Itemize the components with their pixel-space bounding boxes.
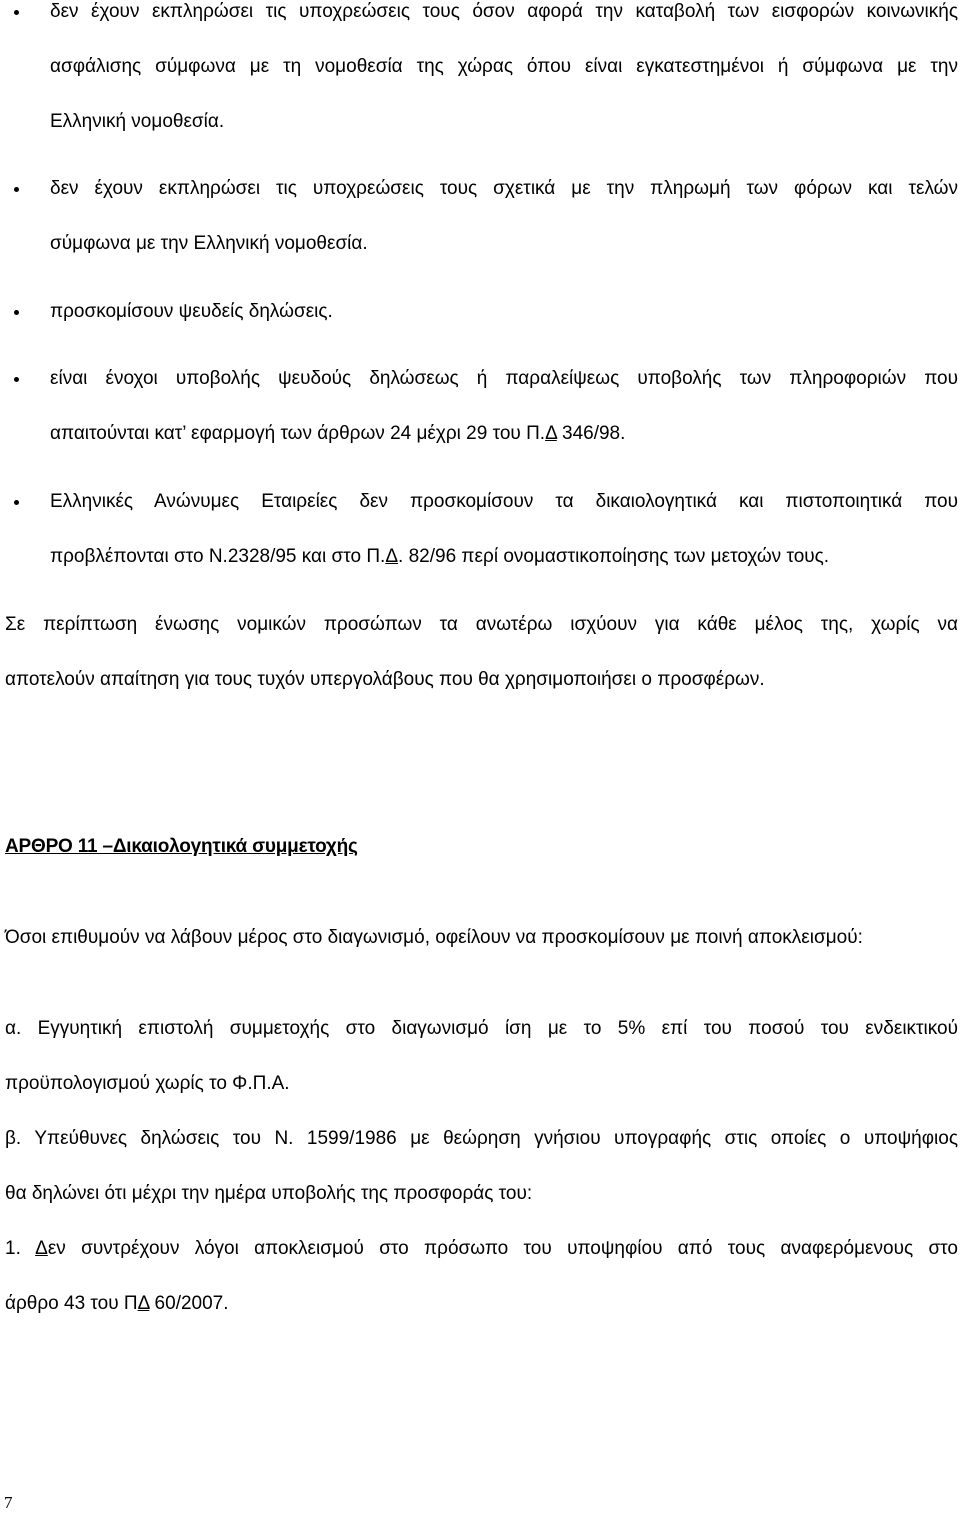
- list-item: [50, 474, 958, 584]
- list-item: [50, 0, 958, 149]
- list-item-line: δεν έχουν εκπληρώσει τις υποχρεώσεις τους όσον αφορά την καταβολή των εισφορών κοινωνικής: [50, 1, 958, 22]
- list-item-line: [50, 406, 958, 461]
- paragraph-line: Σε περίπτωση ένωσης νομικών προσώπων τα ανωτέρω ισχύουν για κάθε μέλος της, χωρίς να: [5, 614, 958, 635]
- article-heading-line: [5, 819, 958, 874]
- paragraph-line: Όσοι επιθυμούν να λάβουν μέρος στο διαγωνισμό, οφείλουν να προσκομίσουν με ποινή αποκλεισμού:: [5, 927, 863, 948]
- requirement-item-a: [5, 1001, 958, 1111]
- list-item-line: προσκομίσουν ψευδείς δηλώσεις.: [50, 301, 333, 322]
- requirement-item-b: [5, 1111, 958, 1221]
- bullet-icon: [14, 500, 19, 505]
- underlined-text: Δ: [137, 1293, 150, 1314]
- paragraph-line: αποτελούν απαίτηση για τους τυχόν υπεργολάβους που θα χρησιμοποιήσει ο προσφέρων.: [5, 669, 765, 690]
- paragraph-line: α. Εγγυητική επιστολή συμμετοχής στο διαγωνισμό ίση με το 5% επί του ποσού του ενδεικτικού: [5, 1018, 958, 1039]
- underlined-text: Δ: [35, 1238, 48, 1259]
- article-heading-block: [5, 819, 958, 874]
- page-number: 7: [4, 1493, 13, 1512]
- list-item-line: σύμφωνα με την Ελληνική νομοθεσία.: [50, 233, 368, 254]
- paragraph-line: [5, 1221, 958, 1276]
- bullet-icon: [14, 187, 19, 192]
- list-item-line: Ελληνική νομοθεσία.: [50, 111, 225, 132]
- paragraph-line: β. Υπεύθυνες δηλώσεις του Ν. 1599/1986 με θεώρηση γνήσιου υπογραφής στις οποίες ο υποψήφιος: [5, 1128, 958, 1149]
- bullet-icon: [14, 10, 19, 15]
- list-item-line: Ελληνικές Ανώνυμες Εταιρείες δεν προσκομίσουν τα δικαιολογητικά και πιστοποιητικά που: [50, 491, 958, 512]
- text-segment: 1.: [5, 1238, 36, 1259]
- list-item-line: είναι ένοχοι υποβολής ψευδούς δηλώσεως ή παραλείψεως υποβολής των πληροφοριών που: [50, 368, 958, 389]
- text-segment: άρθρο 43 του Π: [5, 1293, 138, 1314]
- consortium-paragraph: [5, 597, 958, 707]
- text-segment: εν συντρέχουν λόγοι αποκλεισμού στο πρόσωπο του υποψηφίου από τους αναφερόμενους στο: [47, 1238, 958, 1259]
- list-item: [50, 284, 958, 339]
- list-item: [50, 351, 958, 461]
- paragraph-line: [5, 1276, 958, 1331]
- paragraph-line: θα δηλώνει ότι μέχρι την ημέρα υποβολής της προσφοράς του:: [5, 1183, 533, 1204]
- paragraph-line: προϋπολογισμού χωρίς το Φ.Π.Α.: [5, 1073, 290, 1094]
- requirement-item-1: [5, 1221, 958, 1331]
- list-item-line: δεν έχουν εκπληρώσει τις υποχρεώσεις τους σχετικά με την πληρωμή των φόρων και τελών: [50, 178, 958, 199]
- underlined-text: Δ: [385, 546, 399, 567]
- list-item-line: [50, 529, 958, 584]
- list-item-line: ασφάλισης σύμφωνα με τη νομοθεσία της χώρας όπου είναι εγκατεστημένοι ή σύμφωνα με την: [50, 56, 958, 77]
- intro-paragraph: [5, 910, 958, 965]
- text-segment: . 82/96 περί ονομαστικοποίησης των μετοχών τους.: [398, 546, 830, 567]
- underlined-text: Δ: [545, 423, 557, 444]
- bullet-icon: [14, 377, 19, 382]
- text-segment: απαιτούνται κατ’ εφαρμογή των άρθρων 24 μέχρι 29 του Π.: [50, 423, 546, 444]
- text-segment: προβλέπονται στο Ν.2328/95 και στο Π.: [50, 546, 386, 567]
- bullet-icon: [14, 310, 19, 315]
- text-segment: 60/2007.: [149, 1293, 229, 1314]
- list-item: [50, 161, 958, 271]
- article-heading: ΑΡΘΡΟ 11 –Δικαιολογητικά συμμετοχής: [5, 836, 358, 857]
- text-segment: 346/98.: [556, 423, 626, 444]
